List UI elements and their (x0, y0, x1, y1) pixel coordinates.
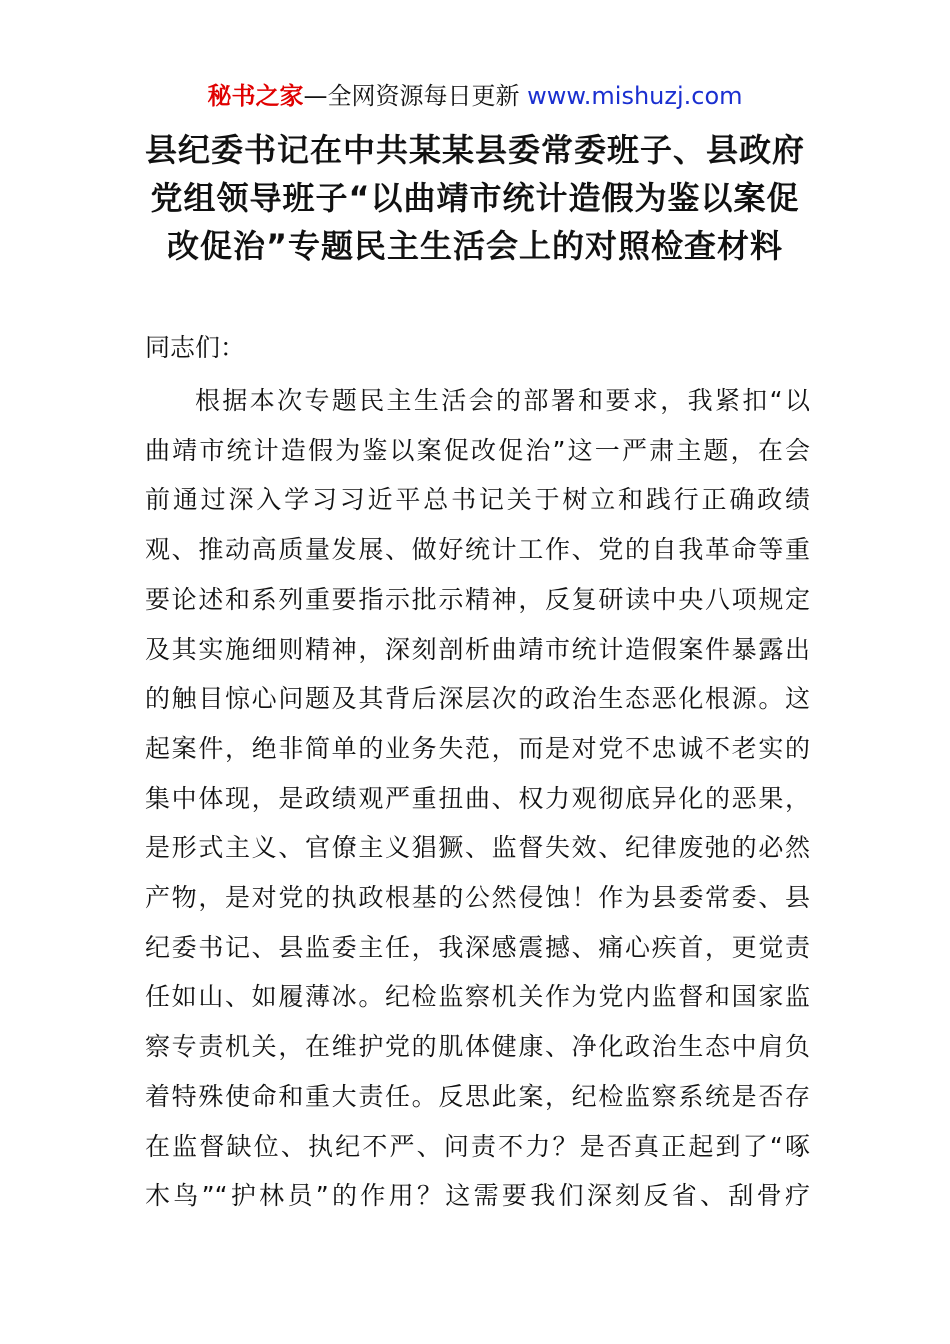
paragraph-line: 要论述和系列重要指示批示精神，反复研读中央八项规定 (145, 584, 810, 614)
paragraph-line: 起案件，绝非简单的业务失范，而是对党不忠诚不老实的 (145, 733, 810, 763)
title-line: 改促治”专题民主生活会上的对照检查材料 (166, 227, 784, 265)
paragraph-line: 集中体现，是政绩观严重扭曲、权力观彻底异化的恶果， (145, 783, 810, 813)
paragraph-line: 及其实施细则精神，深刻剖析曲靖市统计造假案件暴露出 (145, 634, 810, 664)
title-line: 县纪委书记在中共某某县委常委班子、县政府 (144, 131, 805, 169)
salutation: 同志们： (145, 333, 246, 362)
paragraph-line: 曲靖市统计造假为鉴以案促改促治”这一严肃主题，在会 (145, 435, 810, 465)
document-title (110, 126, 840, 270)
paragraph-line: 着特殊使命和重大责任。反思此案，纪检监察系统是否存 (145, 1081, 810, 1111)
paragraph-line: 任如山、如履薄冰。纪检监察机关作为党内监督和国家监 (145, 982, 810, 1012)
paragraph-line: 观、推动高质量发展、做好统计工作、党的自我革命等重 (145, 535, 810, 565)
paragraph-line: 在监督缺位、执纪不严、问责不力？是否真正起到了“啄 (145, 1131, 810, 1161)
paragraph-line: 的触目惊心问题及其背后深层次的政治生态恶化根源。这 (145, 684, 810, 714)
paragraph-line: 纪委书记、县监委主任，我深感震撼、痛心疾首，更觉责 (145, 932, 810, 962)
banner-url-link[interactable]: www.mishuzj.com (527, 82, 743, 110)
paragraph-line: 木鸟”“护林员”的作用？这需要我们深刻反省、刮骨疗 (145, 1181, 810, 1211)
banner-brand: 秘书之家 (207, 82, 304, 110)
site-banner (0, 80, 950, 112)
paragraph-line: 前通过深入学习习近平总书记关于树立和践行正确政绩 (145, 485, 810, 515)
paragraph-line: 是形式主义、官僚主义猖獗、监督失效、纪律废弛的必然 (145, 833, 810, 863)
body-paragraph (145, 376, 810, 1221)
paragraph-line: 察专责机关，在维护党的肌体健康、净化政治生态中肩负 (145, 1032, 810, 1062)
paragraph-line: 根据本次专题民主生活会的部署和要求，我紧扣“以 (195, 386, 810, 415)
banner-slogan: —全网资源每日更新 (303, 82, 528, 110)
title-line: 党组领导班子“以曲靖市统计造假为鉴以案促 (150, 179, 800, 217)
paragraph-line: 产物，是对党的执政根基的公然侵蚀！作为县委常委、县 (145, 883, 810, 913)
